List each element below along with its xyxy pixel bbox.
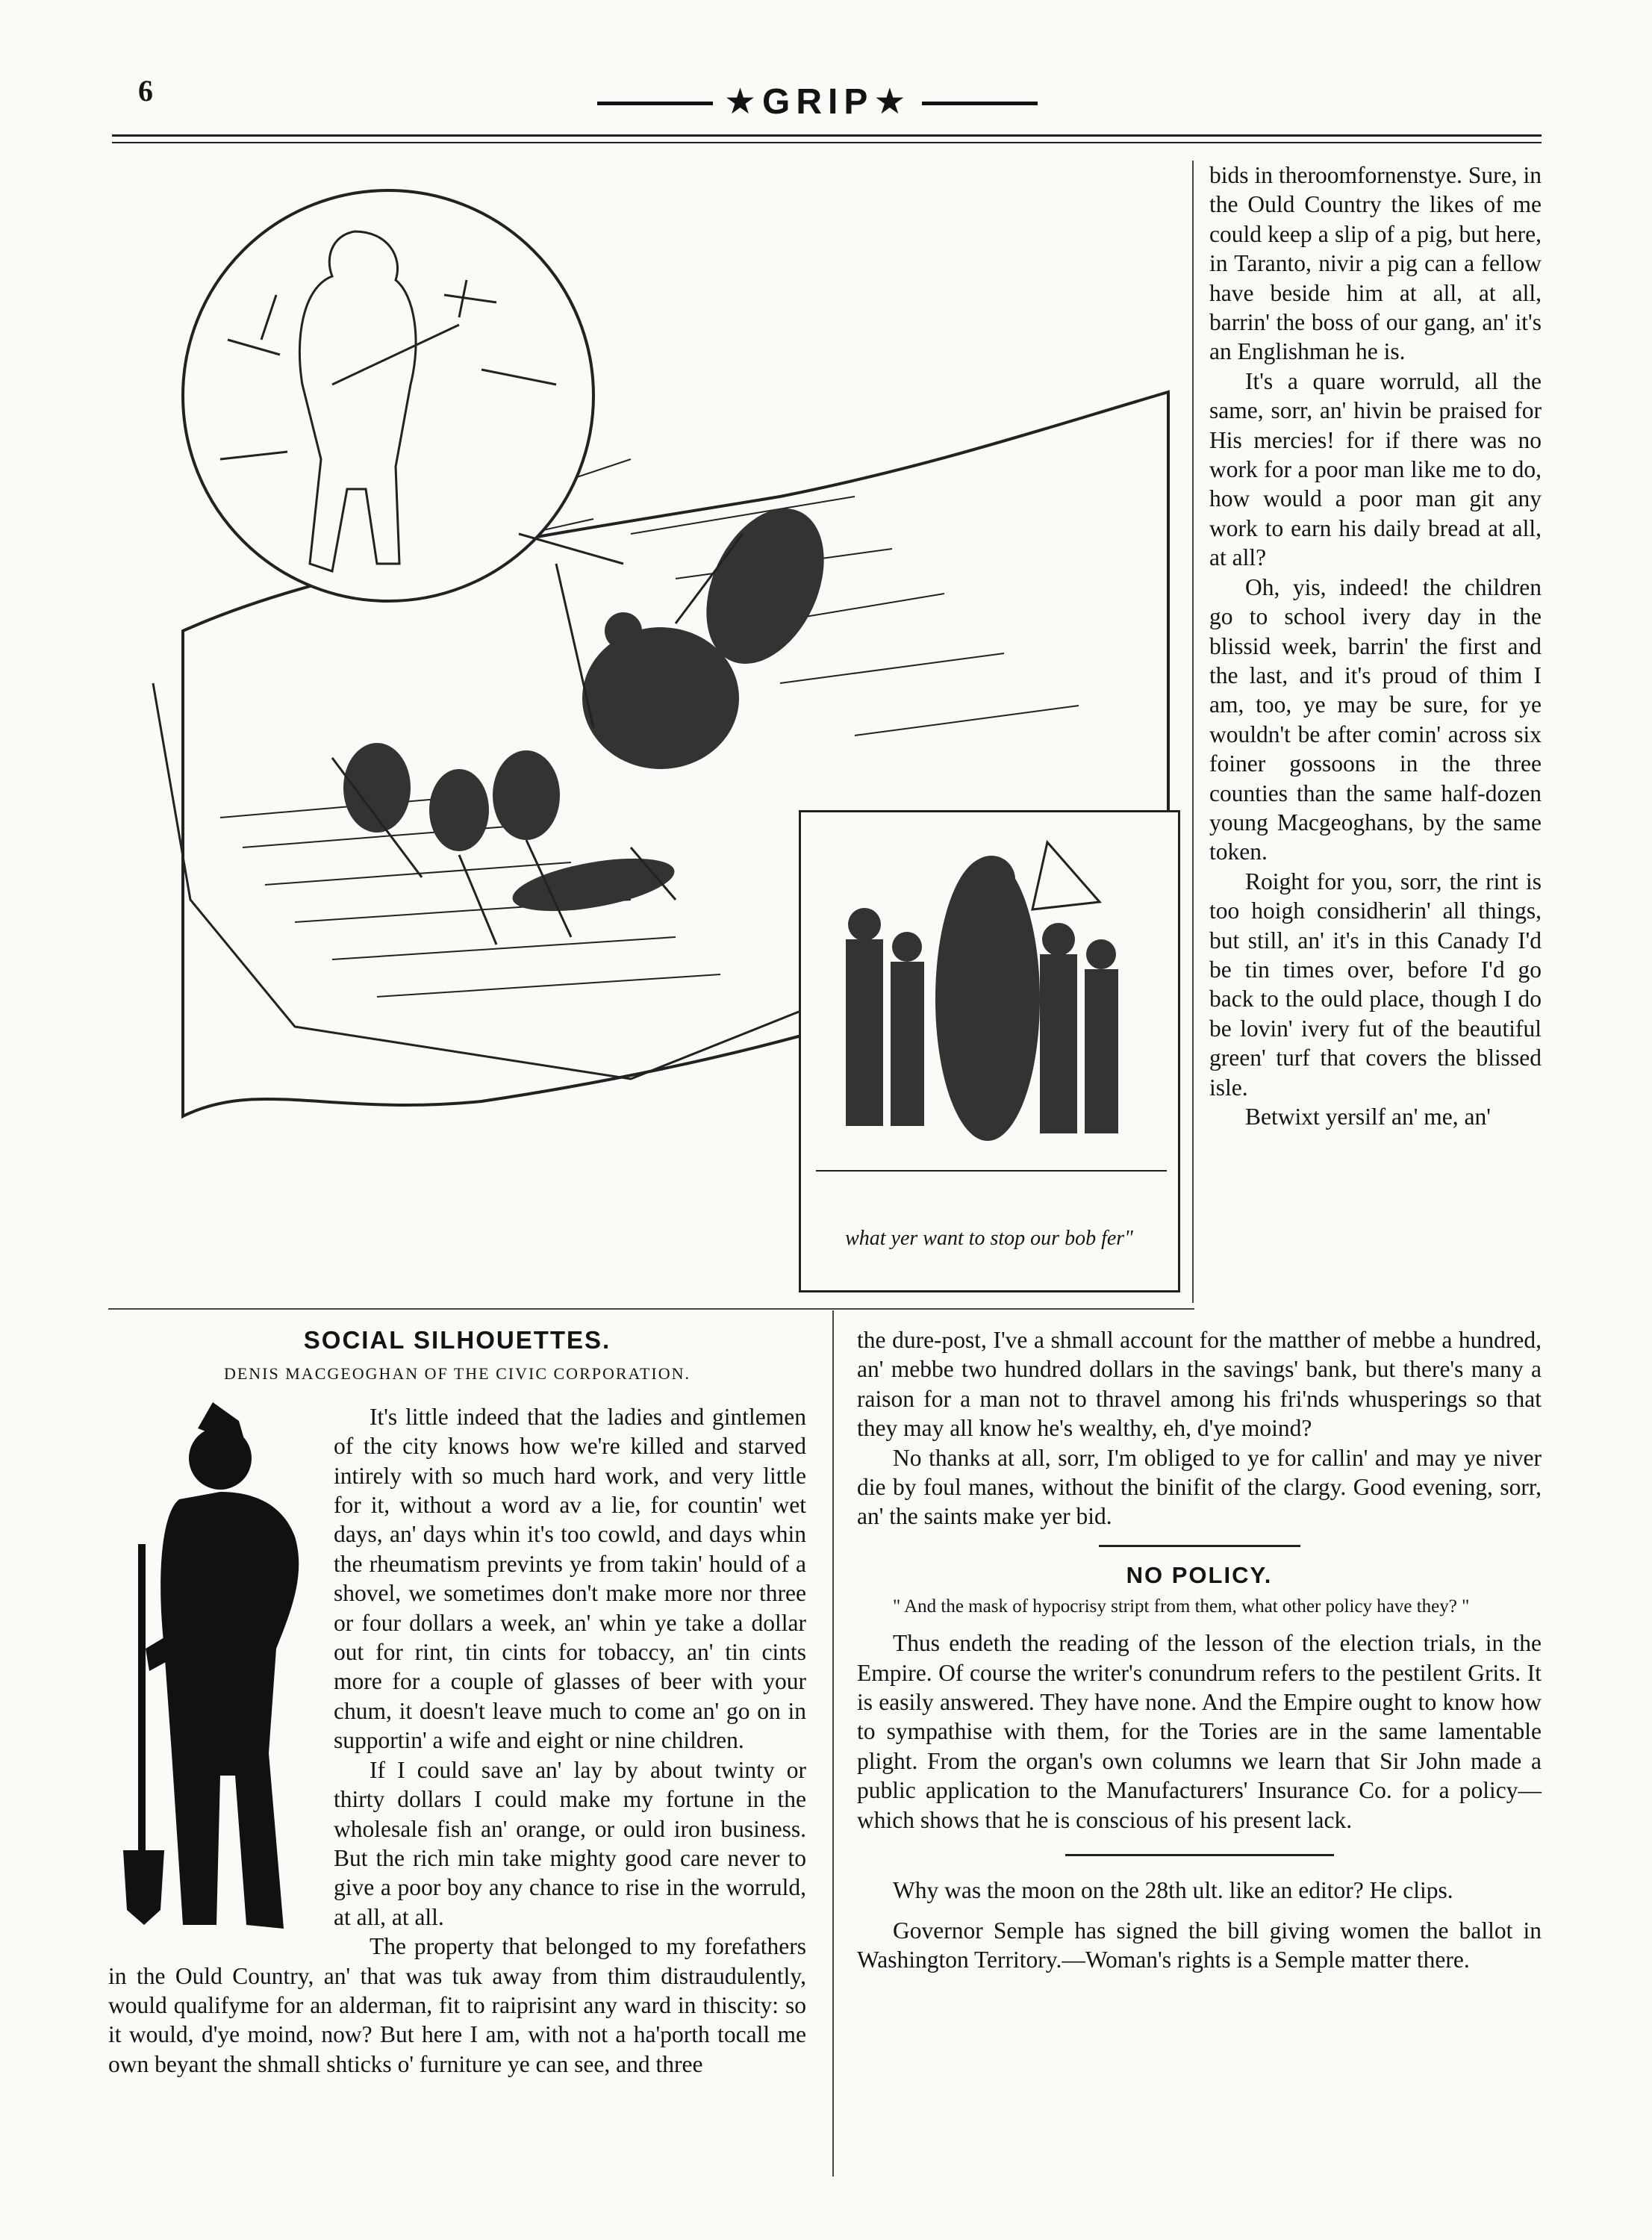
header-rule-thin: [112, 142, 1542, 143]
continued-paragraph: It's a quare worruld, all the same, sorr, an' hivin be praised for His mercies! for if there was no work for a poor man like me to do, how would a poor man git any work to earn his daily bread at all, at all?: [1209, 367, 1542, 571]
continuation-paragraph: No thanks at all, sorr, I'm obliged to ye for callin' and may ye niver die by foul manes, without the binifit of the clargy. Good evening, sorr, an' the saints make yer bid.: [857, 1444, 1542, 1530]
social-paragraph: If I could save an' lay by about twinty or thirty dollars I could make my fortune in the wholesale fish an' orange, or ould iron business. But the rich min take mighty good care never to give a poor boy any chance to rise in the worruld, at all, at all.: [334, 1756, 806, 1930]
continued-paragraph: Roight for you, sorr, the rint is too hoigh considherin' all things, but still, an' it's in this Canady I'd be tin times over, before I'd go back to the ould place, though I do be lovin' ivery fut of the beautiful green' turf that covers the blissed isle.: [1209, 868, 1542, 1101]
masthead-rule-right: [922, 102, 1038, 105]
illustration-caption: what yer want to stop our bob fer": [845, 1227, 1133, 1250]
continued-paragraph: Betwixt yersilf an' me, an': [1245, 1104, 1491, 1130]
semple-item: Governor Semple has signed the bill giving women the ballot in Washington Territory.—Woman's rights is a Semple matter there.: [857, 1917, 1542, 1973]
masthead-title: ★GRIP★: [724, 82, 912, 122]
santa-vignette: [183, 190, 593, 601]
divider: [1099, 1545, 1300, 1547]
continued-paragraph: Oh, yis, indeed! the children go to school ivery day in the blissid week, barrin' the first and the last, and it's proud of thim I am, too, ye may be sure, for ye wouldn't be after comin' across six foiner gossoons in the three counties than the same half-dozen young Macgeoghans, by the same token.: [1209, 573, 1542, 865]
section-rule: [108, 1308, 1194, 1310]
social-paragraph: The property that belonged to my forefathers in the Ould Country, an' that was tuk away from thim distraudulently, would qualifyme for an alderman, fit to raiprisint any ward in thiscity: so it would, d'ye moind, now? But here I am, with not a ha'porth tocall me own beyant the shmall shticks o' furniture ye can see, and three: [108, 1933, 806, 2077]
header-rule: [112, 134, 1542, 137]
masthead-rule-left: [597, 102, 713, 105]
divider: [1065, 1854, 1334, 1856]
continued-paragraph: bids in theroomfornenstye. Sure, in the Ould Country the likes of me could keep a slip of a pig, but here, in Taranto, nivir a pig can a fellow have beside him at all, at all, barrin' the boss of our gang, an' it's an Englishman he is.: [1209, 162, 1542, 365]
policy-quote: " And the mask of hypocrisy stript from them, what other policy have they? ": [893, 1596, 1470, 1617]
social-subheading: DENIS MACGEOGHAN OF THE CIVIC CORPORATION.: [223, 1364, 691, 1384]
continued-column: [1209, 161, 1542, 1131]
moon-joke: Why was the moon on the 28th ult. like an editor? He clips.: [893, 1877, 1453, 1904]
page-number: 6: [138, 74, 153, 108]
social-paragraph: It's little indeed that the ladies and gintlemen of the city knows how we're killed and starved intirely with so much hard work, and very little for it, without a word av a lie, for countin' wet days, an' days whin it's too cowld, and days whin the rheumatism prevints ye from takin' hould of a shovel, we sometimes don't make more nor three or four dollars a week, an' whin ye take a dollar out for rint, tin cints for tobaccy, an' tin cints more for a couple of glasses of beer with your chum, it doesn't leave much to come an' go on in supportin' a wife and eight or nine children.: [334, 1403, 806, 1754]
social-silhouettes-article: [108, 1325, 806, 2079]
middle-column: [857, 1325, 1542, 1974]
masthead: [597, 81, 1038, 125]
lower-column-rule: [832, 1310, 834, 2177]
column-rule: [1192, 161, 1194, 1303]
policy-body: Thus endeth the reading of the lesson of the election trials, in the Empire. Of course the writer's conundrum refers to the pestilent Grits. It is easily answered. They have none. And the Empire ought to know how to sympathise with them, for the Tories are in the same lamentable plight. From the organ's own columns we learn that Sir John made a public application to the Manufacturers' Insurance Co. for a policy—which shows that he is conscious of his present lack.: [857, 1630, 1542, 1833]
policy-heading: NO POLICY.: [1126, 1561, 1273, 1588]
children-group-drawing: [801, 812, 1178, 1231]
social-heading: SOCIAL SILHOUETTES.: [303, 1326, 611, 1354]
silhouette-figure: [108, 1402, 325, 1940]
continuation-paragraph: the dure-post, I've a shmall account for the matther of mebbe a hundred, an' mebbe two hundred dollars in the savings' bank, but there's many a raison for a man not to thravel among his fri'nds whusperings so that they may all know he's wealthy, eh, d'ye moind?: [857, 1327, 1542, 1442]
inset-panel: [799, 810, 1180, 1292]
